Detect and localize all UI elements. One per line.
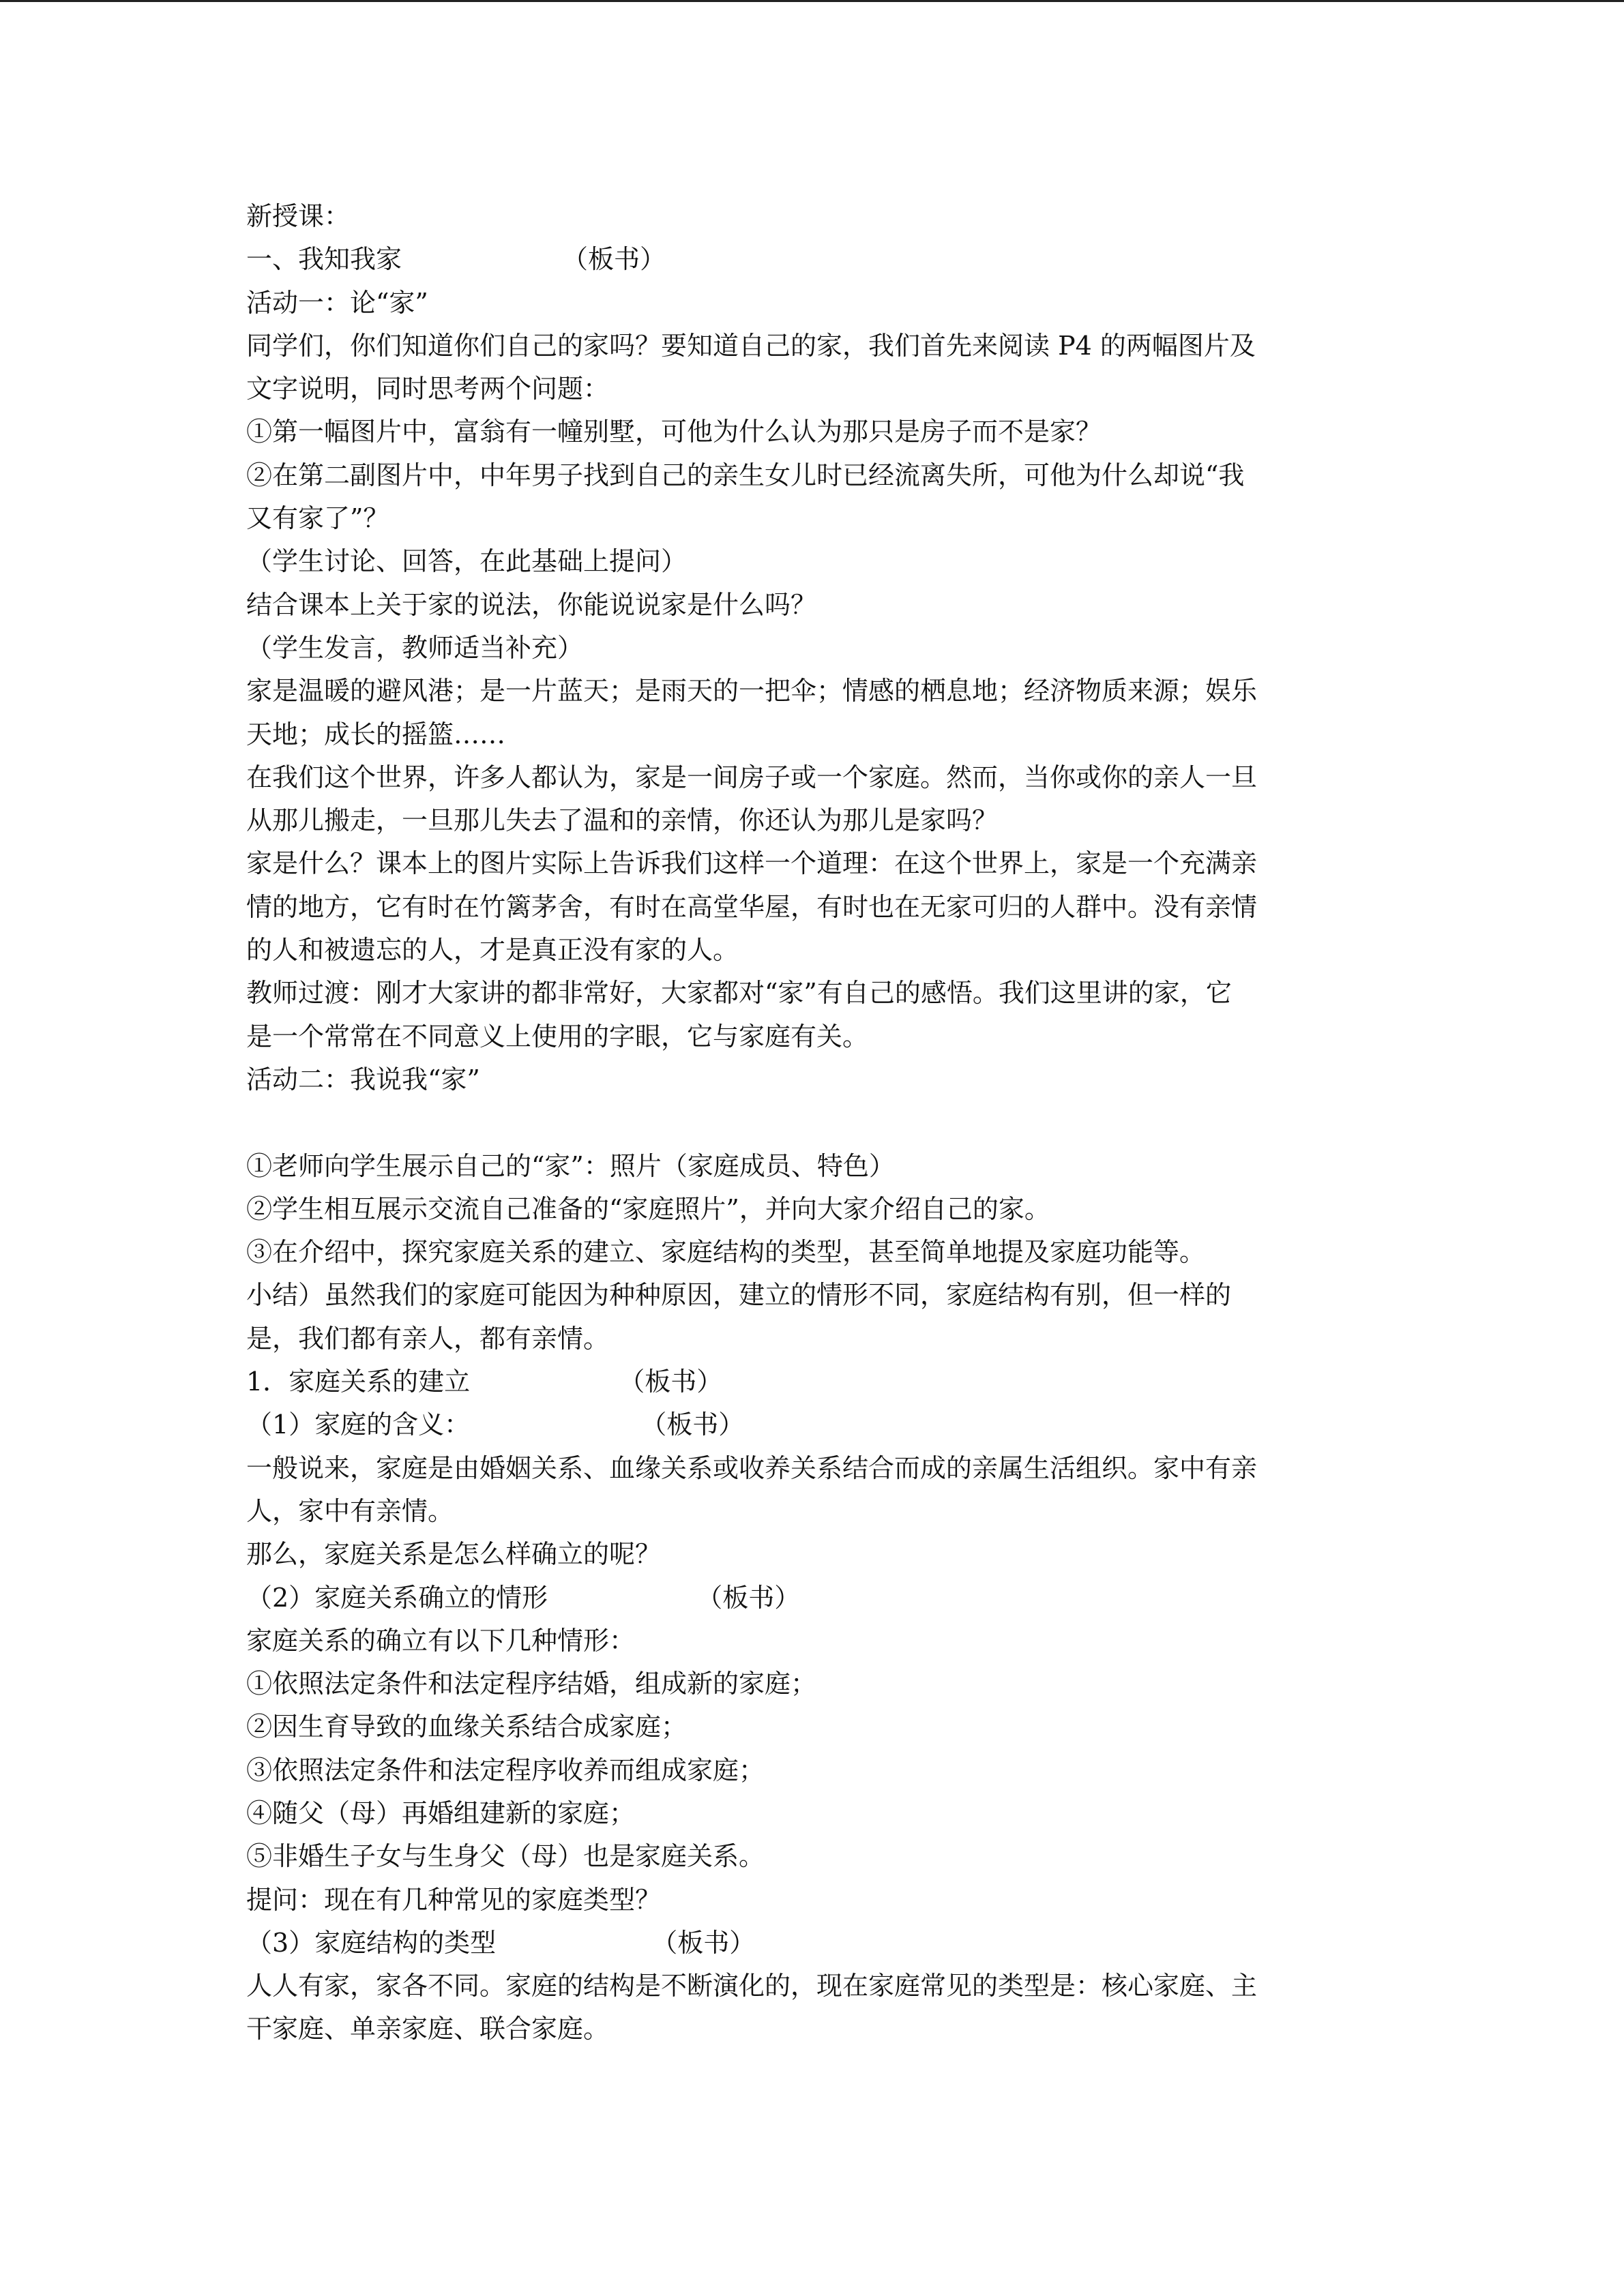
text-line bbox=[246, 1231, 1365, 1274]
board-note-tag: （板书） bbox=[651, 1927, 756, 1958]
text-line bbox=[246, 1533, 1365, 1576]
text-line bbox=[246, 1015, 1365, 1058]
line-text: 同学们，你们知道你们自己的家吗？要知道自己的家，我们首先来阅读 P4 的两幅图片及 bbox=[246, 330, 1256, 361]
text-line bbox=[246, 972, 1365, 1015]
page-top-border bbox=[0, 0, 1624, 2]
line-text: 又有家了”？ bbox=[246, 503, 389, 534]
line-text: ①依照法定条件和法定程序结婚，组成新的家庭； bbox=[246, 1669, 817, 1699]
text-line bbox=[246, 842, 1365, 885]
text-line bbox=[246, 929, 1365, 972]
line-text: 新授课： bbox=[246, 201, 351, 231]
line-text: 一、我知我家 bbox=[246, 244, 402, 275]
text-line bbox=[246, 1705, 1365, 1748]
line-text: ⑤非婚生子女与生身父（母）也是家庭关系。 bbox=[246, 1841, 765, 1872]
text-line bbox=[246, 1749, 1365, 1792]
text-line bbox=[246, 627, 1365, 670]
text-line bbox=[246, 799, 1365, 842]
line-text: 一般说来，家庭是由婚姻关系、血缘关系或收养关系结合而成的亲属生活组织。家中有亲 bbox=[246, 1452, 1258, 1483]
line-text: 结合课本上关于家的说法，你能说说家是什么吗？ bbox=[246, 589, 817, 620]
line-text: ③在介绍中，探究家庭关系的建立、家庭结构的类型，甚至简单地提及家庭功能等。 bbox=[246, 1237, 1206, 1268]
line-text: 在我们这个世界，许多人都认为，家是一间房子或一个家庭。然而，当你或你的亲人一旦 bbox=[246, 762, 1258, 792]
text-line bbox=[246, 195, 1365, 238]
text-line bbox=[246, 411, 1365, 453]
text-line bbox=[246, 1965, 1365, 2008]
text-line bbox=[246, 670, 1365, 713]
text-line bbox=[246, 368, 1365, 411]
line-text: 家是温暖的避风港；是一片蓝天；是雨天的一把伞；情感的栖息地；经济物质来源；娱乐 bbox=[246, 676, 1258, 706]
line-text: 那么，家庭关系是怎么样确立的呢？ bbox=[246, 1539, 662, 1570]
board-note-tag: （板书） bbox=[696, 1582, 801, 1613]
line-text: ③依照法定条件和法定程序收养而组成家庭； bbox=[246, 1755, 765, 1785]
text-line bbox=[246, 540, 1365, 583]
line-text: 情的地方，它有时在竹篱茅舍，有时在高堂华屋，有时也在无家可归的人群中。没有亲情 bbox=[246, 891, 1258, 922]
line-text: ①老师向学生展示自己的“家”：照片（家庭成员、特色） bbox=[246, 1150, 895, 1181]
text-line bbox=[246, 1058, 1365, 1101]
text-line bbox=[246, 1403, 1365, 1446]
board-note-tag: （板书） bbox=[640, 1410, 745, 1440]
text-line bbox=[246, 1188, 1365, 1231]
line-text: ②学生相互展示交流自己准备的“家庭照片”，并向大家介绍自己的家。 bbox=[246, 1193, 1050, 1224]
board-note-tag: （板书） bbox=[562, 244, 666, 275]
text-line bbox=[246, 713, 1365, 756]
line-text: 从那儿搬走，一旦那儿失去了温和的亲情，你还认为那儿是家吗？ bbox=[246, 805, 999, 836]
line-text: 1．家庭关系的建立 bbox=[246, 1367, 471, 1397]
line-text: 是，我们都有亲人，都有亲情。 bbox=[246, 1323, 610, 1354]
text-line bbox=[246, 1145, 1365, 1188]
line-text: 的人和被遗忘的人，才是真正没有家的人。 bbox=[246, 935, 739, 966]
text-line bbox=[246, 238, 1365, 281]
line-text: 人人有家，家各不同。家庭的结构是不断演化的，现在家庭常见的类型是：核心家庭、主 bbox=[246, 1971, 1258, 2001]
line-text: 干家庭、单亲家庭、联合家庭。 bbox=[246, 2014, 610, 2044]
text-line bbox=[246, 1317, 1365, 1360]
text-line bbox=[246, 886, 1365, 929]
text-line bbox=[246, 282, 1365, 325]
line-text: ①第一幅图片中，富翁有一幢别墅，可他为什么认为那只是房子而不是家？ bbox=[246, 417, 1102, 447]
line-text: ②在第二副图片中，中年男子找到自己的亲生女儿时已经流离失所，可他为什么却说“我 bbox=[246, 460, 1245, 490]
line-text: （1）家庭的含义： bbox=[246, 1410, 471, 1440]
line-text: （3）家庭结构的类型 bbox=[246, 1927, 497, 1958]
text-line bbox=[246, 1620, 1365, 1663]
document-body bbox=[246, 195, 1365, 2051]
text-line bbox=[246, 1835, 1365, 1878]
line-text: 人，家中有亲情。 bbox=[246, 1495, 454, 1526]
text-line bbox=[246, 1101, 1365, 1144]
text-line bbox=[246, 1274, 1365, 1317]
text-line bbox=[246, 584, 1365, 627]
line-text: ②因生育导致的血缘关系结合成家庭； bbox=[246, 1712, 688, 1742]
line-text: 活动二：我说我“家” bbox=[246, 1064, 480, 1094]
line-text: 文字说明，同时思考两个问题： bbox=[246, 374, 610, 404]
text-line bbox=[246, 1922, 1365, 1965]
line-text: 教师过渡：刚才大家讲的都非常好，大家都对“家”有自己的感悟。我们这里讲的家，它 bbox=[246, 978, 1232, 1009]
line-text: 家庭关系的确立有以下几种情形： bbox=[246, 1625, 636, 1656]
board-note-tag: （板书） bbox=[619, 1367, 723, 1397]
line-text: 提问：现在有几种常见的家庭类型？ bbox=[246, 1884, 662, 1915]
text-line bbox=[246, 756, 1365, 799]
text-line bbox=[246, 1447, 1365, 1490]
line-text: （学生讨论、回答，在此基础上提问） bbox=[246, 546, 688, 577]
line-text: （学生发言，教师适当补充） bbox=[246, 632, 584, 663]
text-line bbox=[246, 1577, 1365, 1620]
text-line bbox=[246, 325, 1365, 368]
line-text: 是一个常常在不同意义上使用的字眼，它与家庭有关。 bbox=[246, 1021, 869, 1052]
line-text: ④随父（母）再婚组建新的家庭； bbox=[246, 1798, 636, 1828]
text-line bbox=[246, 1663, 1365, 1705]
text-line bbox=[246, 1360, 1365, 1403]
line-text: 天地；成长的摇篮…… bbox=[246, 719, 506, 749]
line-text: 小结）虽然我们的家庭可能因为种种原因，建立的情形不同，家庭结构有别，但一样的 bbox=[246, 1280, 1232, 1311]
text-line bbox=[246, 1490, 1365, 1533]
line-text: 活动一：论“家” bbox=[246, 287, 428, 318]
text-line bbox=[246, 497, 1365, 540]
text-line bbox=[246, 1879, 1365, 1922]
text-line bbox=[246, 1792, 1365, 1835]
line-text: （2）家庭关系确立的情形 bbox=[246, 1582, 548, 1613]
text-line bbox=[246, 2008, 1365, 2051]
line-text: 家是什么？课本上的图片实际上告诉我们这样一个道理：在这个世界上，家是一个充满亲 bbox=[246, 848, 1258, 879]
text-line bbox=[246, 454, 1365, 497]
